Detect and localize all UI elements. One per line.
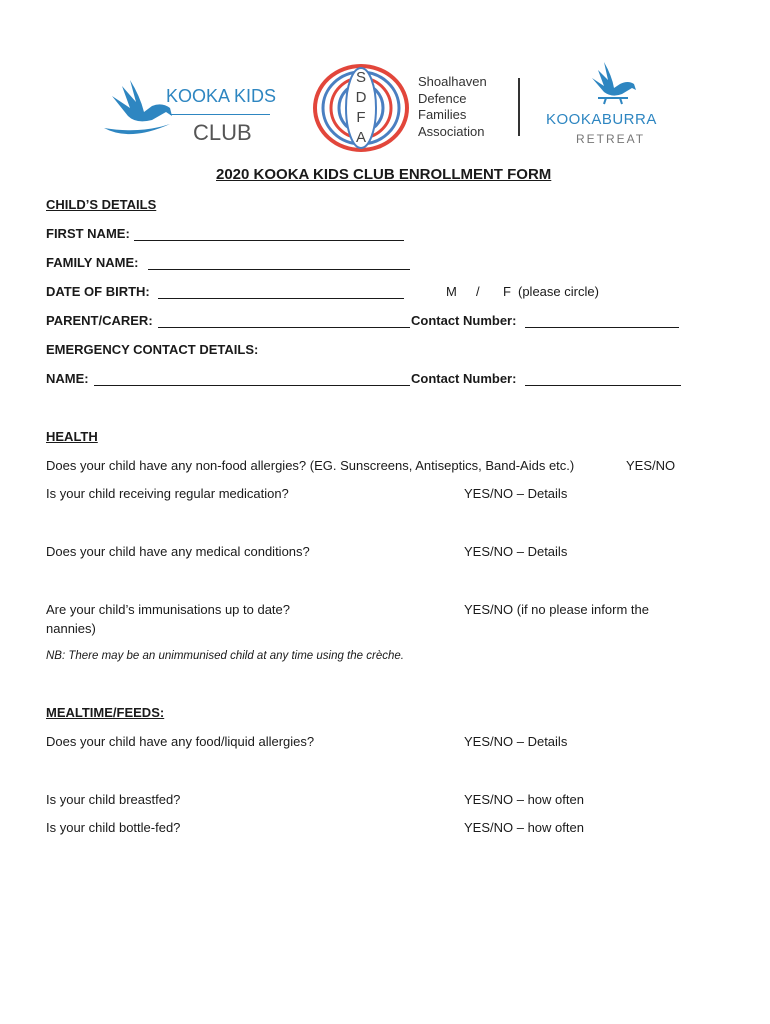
kookaburra-title: KOOKABURRA xyxy=(546,111,657,128)
dob-label: DATE OF BIRTH: xyxy=(46,284,150,299)
emergency-name-label: NAME: xyxy=(46,371,89,386)
health-heading: HEALTH xyxy=(46,429,98,444)
gender-separator: / xyxy=(476,284,480,299)
first-name-field[interactable] xyxy=(134,240,404,241)
health-q2: Is your child receiving regular medication? xyxy=(46,486,289,501)
emergency-heading: EMERGENCY CONTACT DETAILS: xyxy=(46,342,259,357)
health-q4: Are your child’s immunisations up to date? xyxy=(46,602,290,617)
parent-contact-label: Contact Number: xyxy=(411,313,517,328)
dob-field[interactable] xyxy=(158,298,404,299)
mealtime-heading: MEALTIME/FEEDS: xyxy=(46,705,165,720)
emergency-contact-field[interactable] xyxy=(525,385,681,386)
parent-contact-field[interactable] xyxy=(525,327,679,328)
family-name-field[interactable] xyxy=(148,269,410,270)
retreat-text: RETREAT xyxy=(576,132,646,146)
childs-details-heading: CHILD’S DETAILS xyxy=(46,197,157,212)
gender-f-option[interactable]: F xyxy=(503,284,511,299)
kooka-kids-title: KOOKA KIDS xyxy=(166,86,277,106)
mealtime-q1-answer[interactable]: YES/NO – Details xyxy=(464,734,568,749)
kookaburra-retreat-bird-icon xyxy=(584,58,640,108)
sdfa-letters: S D F A xyxy=(355,69,367,146)
emergency-contact-label: Contact Number: xyxy=(411,371,517,386)
parent-carer-field[interactable] xyxy=(158,327,410,328)
logo-separator xyxy=(518,78,520,136)
health-q1: Does your child have any non-food allergies? (EG. Sunscreens, Antiseptics, Band-Aids etc.) xyxy=(46,458,575,473)
immunisation-note: NB: There may be an unimmunised child at any time using the crèche. xyxy=(46,650,404,662)
parent-carer-label: PARENT/CARER: xyxy=(46,313,153,328)
mealtime-q2: Is your child breastfed? xyxy=(46,792,181,807)
health-q3: Does your child have any medical conditions? xyxy=(46,544,310,559)
health-q2-answer[interactable]: YES/NO – Details xyxy=(464,486,568,501)
gender-m-option[interactable]: M xyxy=(446,284,457,299)
logo-divider xyxy=(170,114,270,115)
form-title: 2020 KOOKA KIDS CLUB ENROLLMENT FORM xyxy=(216,166,552,183)
sdfa-name: Shoalhaven Defence Families Association xyxy=(418,74,487,139)
kooka-kids-club-text: CLUB xyxy=(193,120,252,145)
emergency-name-field[interactable] xyxy=(94,385,410,386)
health-q3-answer[interactable]: YES/NO – Details xyxy=(464,544,568,559)
mealtime-q3-answer[interactable]: YES/NO – how often xyxy=(464,820,584,835)
first-name-label: FIRST NAME: xyxy=(46,226,130,241)
gender-hint: (please circle) xyxy=(518,284,599,299)
mealtime-q2-answer[interactable]: YES/NO – how often xyxy=(464,792,584,807)
family-name-label: FAMILY NAME: xyxy=(46,255,139,270)
health-q1-answer[interactable]: YES/NO xyxy=(626,458,676,473)
mealtime-q3: Is your child bottle-fed? xyxy=(46,820,181,835)
mealtime-q1: Does your child have any food/liquid allergies? xyxy=(46,734,315,749)
health-q4-answer[interactable]: YES/NO (if no please inform the xyxy=(464,602,649,617)
kookaburra-bird-icon xyxy=(100,72,180,142)
health-q4-answer-cont: nannies) xyxy=(46,621,96,636)
